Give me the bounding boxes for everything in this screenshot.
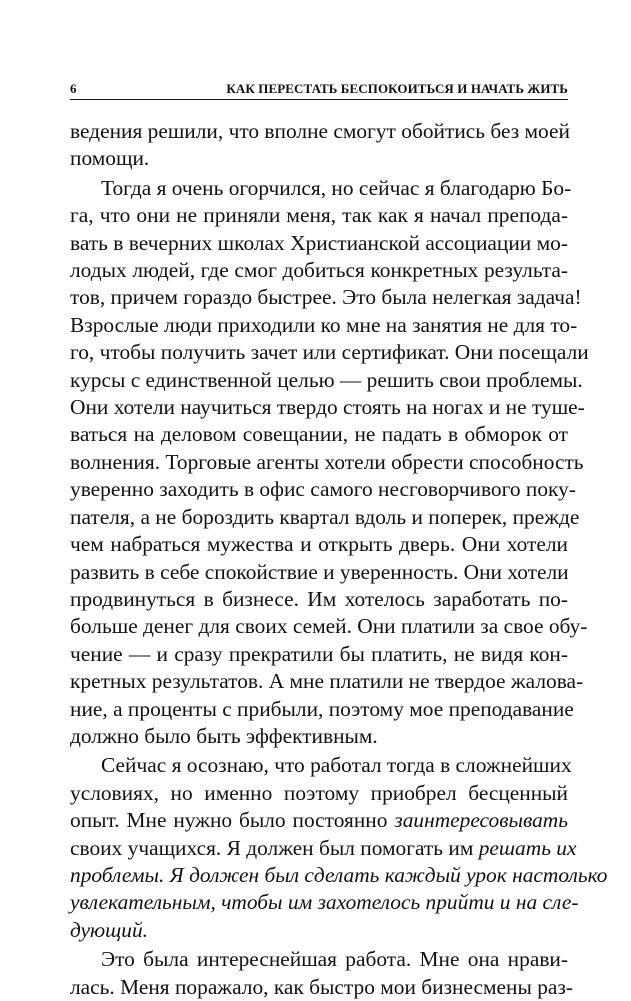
text-line [70, 807, 568, 834]
running-title: КАК ПЕРЕСТАТЬ БЕСПОКОИТЬСЯ И НАЧАТЬ ЖИТЬ [226, 81, 568, 96]
text-line [70, 312, 578, 339]
line-text: должно было быть эффективным. [70, 723, 378, 748]
line-text: развить в себе спокойствие и уверенность. Они хотели [70, 559, 569, 584]
text-line [70, 118, 568, 145]
line-text: уверенно заходить в офис самого несговорчивого поку- [70, 477, 576, 502]
text-line [70, 835, 577, 862]
line-text: Они хотели научиться твердо стоять на ногах и не туше- [70, 395, 585, 420]
emphasis-text: дующий. [70, 917, 149, 942]
line-text: волнения. Торговые агенты хотели обрести способность [70, 449, 584, 474]
text-line [70, 202, 568, 229]
paragraph [70, 752, 608, 944]
page-number: 6 [70, 81, 77, 96]
header-rule [70, 99, 568, 100]
line-text: продвинуться в бизнесе. Им хотелось заработать по- [70, 586, 568, 611]
text-line [70, 175, 572, 202]
text-line [70, 586, 568, 613]
body-text [70, 118, 608, 1001]
line-text: Тогда я очень огорчился, но сейчас я благодарю Бо- [101, 175, 572, 200]
text-line [70, 974, 573, 1001]
line-text: вать в вечерних школах Христианской ассоциации мо- [70, 230, 568, 255]
text-line [70, 559, 568, 586]
line-text: ваться на деловом совещании, не падать в обморок от [70, 422, 568, 447]
paragraph [70, 175, 589, 751]
paragraph [70, 118, 568, 173]
line-text: Взрослые люди приходили ко мне на занятия не для то- [70, 312, 578, 337]
line-text: ведения решили, что вполне смогут обойтись без моей [70, 119, 570, 143]
line-text: тов, причем гораздо быстрее. Это была нелегкая задача! [70, 285, 582, 310]
text-line [70, 862, 608, 889]
line-text: чение — и сразу прекратили бы платить, не видя кон- [70, 641, 568, 666]
text-line [70, 449, 584, 476]
text-line [70, 917, 568, 944]
text-line [70, 230, 568, 257]
text-line [70, 145, 568, 172]
line-text: курсы с единственной целью — решить свои проблемы. [70, 367, 583, 392]
running-header [70, 81, 568, 97]
line-text: Сейчас я осознаю, что работал тогда в сложнейших [101, 753, 572, 778]
text-line [70, 723, 568, 750]
text-line [70, 613, 588, 640]
emphasis-text: проблемы. Я должен был сделать каждый урок настолько [70, 862, 608, 887]
line-text: га, что они не приняли меня, так как я начал препода- [70, 203, 568, 228]
line-text: больше денег для своих семей. Они платили за свое обу- [70, 614, 588, 639]
line-text: опыт. Мне нужно было постоянно [70, 808, 395, 833]
text-line [70, 668, 584, 695]
line-text: лодых людей, где смог добиться конкретных результа- [70, 258, 568, 283]
line-text: лась. Меня поражало, как быстро мои бизнесмены раз- [70, 974, 573, 999]
emphasis-text: заинтересовывать [394, 808, 568, 833]
text-line [70, 696, 574, 723]
emphasis-text: решать их [478, 835, 577, 860]
line-text: условиях, но именно поэтому приобрел бесценный [70, 780, 568, 805]
emphasis-text: увлекательным, чтобы им захотелось прийти и на сле- [70, 890, 579, 915]
line-text: кретных результатов. А мне платили не твердое жалова- [70, 669, 584, 694]
text-line [70, 367, 583, 394]
line-text: пателя, а не бороздить квартал вдоль и поперек, прежде [70, 504, 580, 529]
text-line [70, 476, 576, 503]
text-line [70, 421, 568, 448]
text-line [70, 394, 585, 421]
line-text: ние, а проценты с прибыли, поэтому мое преподавание [70, 696, 574, 721]
paragraph [70, 946, 573, 1001]
line-text: своих учащихся. Я должен был помогать им [70, 835, 479, 860]
text-line [70, 889, 579, 916]
text-line [70, 257, 568, 284]
text-line [70, 780, 568, 807]
line-text: Это была интереснейшая работа. Мне она нрави- [101, 947, 568, 972]
line-text: помощи. [70, 146, 150, 171]
text-line [70, 339, 589, 366]
text-line [70, 641, 568, 668]
text-line [70, 504, 580, 531]
text-line [70, 946, 568, 973]
text-line [70, 752, 572, 779]
text-line [70, 531, 568, 558]
text-line [70, 284, 582, 311]
line-text: го, чтобы получить зачет или сертификат. Они посещали [70, 340, 589, 365]
line-text: чем набраться мужества и открыть дверь. Они хотели [70, 532, 568, 557]
